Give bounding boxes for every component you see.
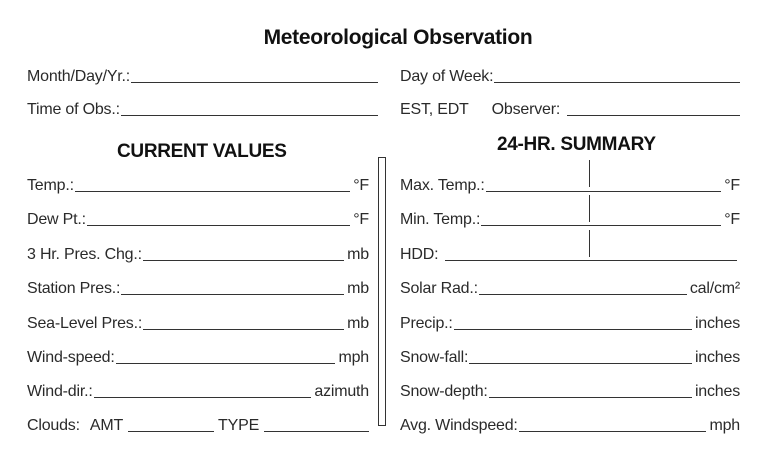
field-blank[interactable] [469,363,692,364]
time-blank[interactable] [121,115,378,116]
field-label: Snow-depth: [400,383,488,400]
summary-field-row [400,345,740,367]
field-label: Avg. Windspeed: [400,417,518,434]
field-unit: inches [694,349,740,366]
observer-blank[interactable] [567,115,740,116]
observer-field [400,97,740,119]
summary-field-row [400,311,740,333]
time-field [27,97,378,119]
current-values-heading: CURRENT VALUES [117,141,287,162]
field-blank[interactable] [479,294,687,295]
clouds-label: Clouds: [27,417,80,434]
current-field-row [27,345,369,367]
field-unit: mb [347,315,369,332]
field-blank[interactable] [454,329,692,330]
field-blank[interactable] [94,397,312,398]
field-unit: °F [353,177,369,194]
field-label: Sea-Level Pres.: [27,315,143,332]
summary-field-row [400,242,740,264]
field-label: Temp.: [27,177,74,194]
current-field-row [27,276,369,298]
field-blank[interactable] [116,363,336,364]
summary-field-row [400,276,740,298]
split-tick [589,195,590,222]
field-unit: °F [724,177,740,194]
field-label: Wind-dir.: [27,383,93,400]
split-tick [589,230,590,257]
day-of-week-field [400,64,740,86]
field-unit: mph [709,417,740,434]
date-blank[interactable] [131,82,378,83]
split-tick [589,160,590,187]
form-title: Meteorological Observation [263,26,533,49]
field-blank[interactable] [143,260,344,261]
field-unit: °F [353,211,369,228]
field-unit: inches [694,383,740,400]
field-blank[interactable] [121,294,344,295]
summary-field-row [400,413,740,435]
field-unit: mph [338,349,369,366]
current-field-row [27,207,369,229]
field-unit: °F [724,211,740,228]
field-unit: inches [694,315,740,332]
field-label: HDD: [400,246,439,263]
field-unit: mb [347,280,369,297]
current-field-row [27,242,369,264]
field-blank[interactable] [445,260,737,261]
clouds-type-blank[interactable] [264,431,369,432]
day-of-week-blank[interactable] [494,82,740,83]
field-blank[interactable] [75,191,350,192]
field-label: Snow-fall: [400,349,469,366]
time-zone-label: EST, EDT [400,101,469,118]
date-label: Month/Day/Yr.: [27,68,131,85]
field-label: Dew Pt.: [27,211,86,228]
clouds-type-label: TYPE [218,417,260,434]
field-label: Min. Temp.: [400,211,481,228]
field-unit: azimuth [314,383,369,400]
field-blank[interactable] [87,225,350,226]
field-blank[interactable] [486,191,722,192]
clouds-amt-blank[interactable] [128,431,214,432]
field-label: Station Pres.: [27,280,121,297]
summary-field-row [400,379,740,401]
field-label: Precip.: [400,315,453,332]
field-blank[interactable] [489,397,692,398]
day-of-week-label: Day of Week: [400,68,494,85]
time-label: Time of Obs.: [27,101,120,118]
field-unit: mb [347,246,369,263]
field-label: Max. Temp.: [400,177,485,194]
observer-label: Observer: [491,101,561,118]
field-blank[interactable] [143,329,344,330]
field-unit: cal/cm² [689,280,740,297]
field-blank[interactable] [481,225,721,226]
summary-heading: 24-HR. SUMMARY [497,134,656,155]
field-label: Solar Rad.: [400,280,478,297]
current-field-row [27,311,369,333]
summary-field-row [400,207,740,229]
clouds-field-row [27,413,369,435]
field-blank[interactable] [519,431,707,432]
clouds-amt-label: AMT [89,417,124,434]
summary-field-row [400,173,740,195]
column-divider [378,157,386,426]
date-field [27,64,378,86]
current-field-row [27,173,369,195]
field-label: 3 Hr. Pres. Chg.: [27,246,142,263]
field-label: Wind-speed: [27,349,115,366]
current-field-row [27,379,369,401]
